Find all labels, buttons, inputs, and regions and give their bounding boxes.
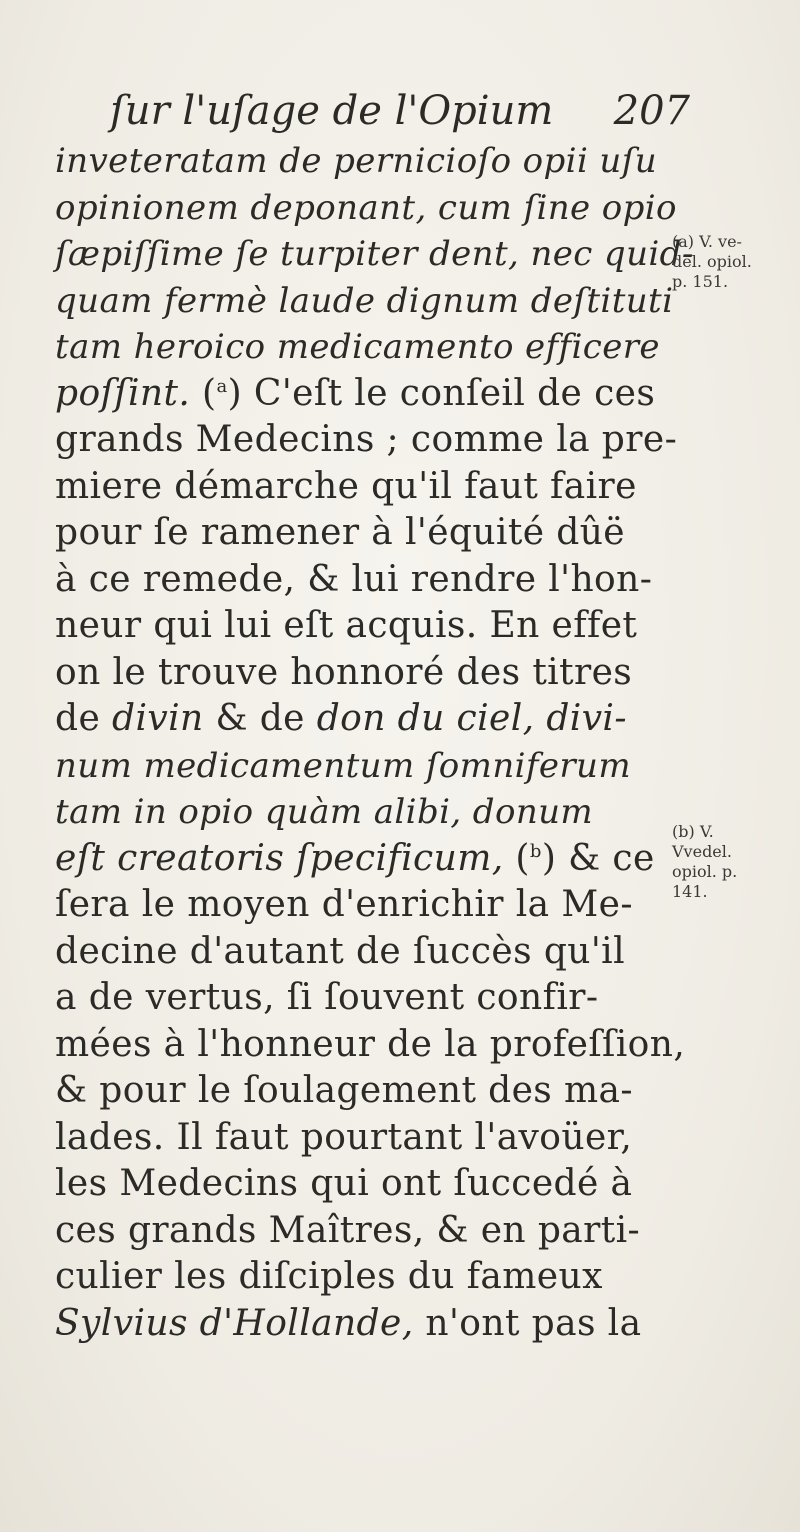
margin-note-line: opiol. p. [672,862,738,881]
running-title: ſur l'uſage de l'Opium [110,88,554,134]
text-line: grands Medecins ; comme la pre- [55,419,678,460]
text-line: num medicamentum ſomniferum [55,745,631,786]
text-line: & pour le ſoulagement des ma- [55,1070,633,1111]
footnote-marker: a [216,375,228,397]
text-segment: Sylvius d'Hollande, [55,1302,414,1344]
text-line: eſt creatoris ſpecificum, ($^b$) & ce [55,837,655,879]
text-line: tam in opio quàm alibi, donum [55,792,594,832]
text-line: opinionem deponant, cum ſine opio [55,187,677,228]
margin-note-line: (b) V. [672,822,714,841]
page-number: 207 [613,88,690,134]
text-line: a de vertus, ſi ſouvent confir- [55,977,599,1018]
text-line: miere démarche qu'il faut faire [55,465,637,507]
text-line: culier les diſciples du fameux [55,1256,603,1297]
text-line: pour ſe ramener à l'équité dûë [55,512,625,553]
text-line: à ce remede, & lui rendre l'hon- [55,558,653,600]
text-line: ſera le moyen d'enrichir la Me- [55,884,633,925]
text-segment: n'ont pas la [413,1302,642,1344]
margin-note-a [672,232,792,292]
text-line: quam fermè laude dignum deſtituti [55,280,674,321]
text-segment: divin [112,698,204,739]
text-segment: eſt creatoris ſpecificum, [55,837,504,879]
text-line [55,1301,665,1348]
text-line: mées à l'honneur de la profeſſion, [55,1023,686,1065]
text-line: lades. Il faut pourtant l'avoüer, [55,1116,633,1158]
footnote-marker: b [529,840,542,862]
text-line: ſæpiſſime ſe turpiter dent, nec quid- [55,234,694,274]
text-line: decine d'autant de ſuccès qu'il [55,930,625,972]
text-segment: don du ciel, divi- [316,698,627,739]
page-header [110,88,690,138]
text-segment: & de [203,698,317,739]
text-line: tam heroico medicamento efficere [55,327,660,367]
text-line: inveteratam de pernicioſo opii uſu [55,141,658,181]
text-segment: & ce [556,837,655,879]
text-line: on le trouve honnoré des titres [55,651,633,693]
text-segment: de [55,698,112,739]
margin-note-line: Vvedel. [672,842,732,861]
text-line: poſſint. ($^a$) C'eſt le conſeil de ces [55,372,656,414]
text-segment: poſſint. [55,372,191,414]
margin-note-line: (a) V. ve- [672,232,742,251]
text-line: les Medecins qui ont ſuccedé à [55,1163,633,1204]
text-line: ces grands Maîtres, & en parti- [55,1209,641,1251]
margin-note-line: p. 151. [672,272,729,291]
text-line: neur qui lui eſt acquis. En effet [55,605,638,646]
margin-note-b [672,822,792,902]
text-segment: C'eſt le conſeil de ces [242,372,656,414]
margin-note-line: del. opiol. [672,252,752,271]
margin-note-line: 141. [672,882,708,901]
text-line [55,696,665,743]
